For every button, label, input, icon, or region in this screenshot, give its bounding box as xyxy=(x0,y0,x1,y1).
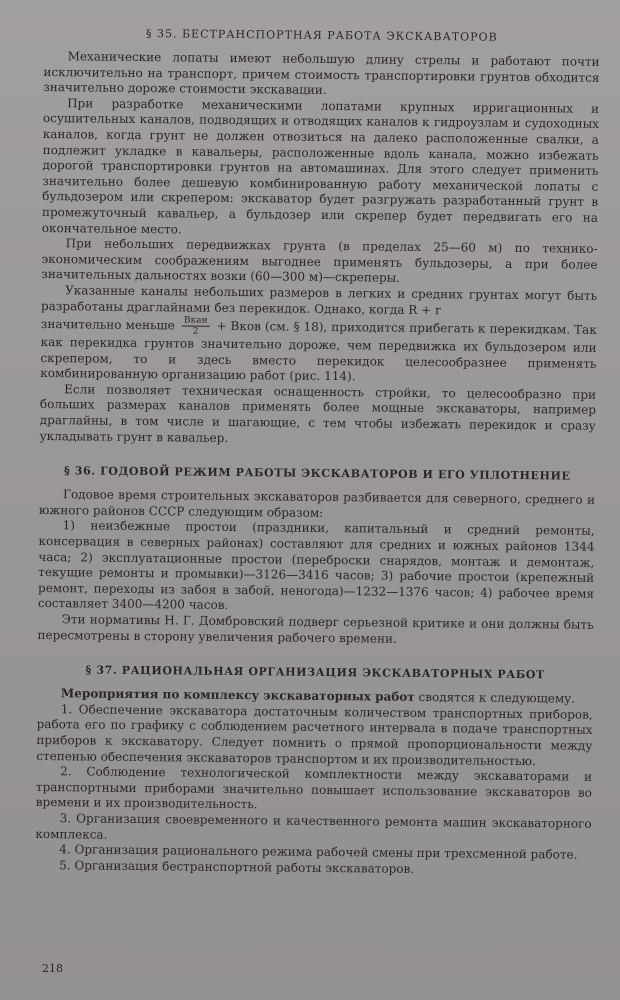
section-36-title: § 36. ГОДОВОЙ РЕЖИМ РАБОТЫ ЭКСКАВАТОРОВ И ЕГО УПЛОТНЕНИЕ xyxy=(63,464,571,483)
formula-post-text: + Bков (см. § 18), приходится прибегать к перекидкам. Так как перекидка грунтов значительно дороже, чем передвижка их бульдозером или скрепером, то и здесь вместо перекидок целесообразнее применять комбинированную организацию работ (рис. 114). xyxy=(40,318,597,384)
section-36-paragraph-1: Годовое время строительных экскаваторов разбивается для северного, среднего и южного районов СССР следующим образом: xyxy=(38,487,596,520)
section-37-item-4: 4. Организация рационального режима рабочей смены при трехсменной работе. xyxy=(59,842,578,862)
section-35-paragraph-3: При небольших передвижках грунта (в пределах 25—60 м) по технико-экономическим соображениям выгоднее применять бульдозеры, а при более значительных дальностях возки (60—300 м)—скреперы. xyxy=(41,236,598,286)
section-35-paragraph-1: Механические лопаты имеют небольшую длину стрелы и работают почти исключительно на транспорт, причем стоимость транспортировки грунтов обходится значительно дороже стоимости экскавации. xyxy=(43,49,600,98)
formula-pre-text: значительно меньше xyxy=(40,317,175,333)
section-35-paragraph-4: Указанные каналы небольших размеров в легких и средних грунтах могут быть разработаны драглайнами без перекидок. Однако, когда R + r xyxy=(40,283,598,317)
section-37-item-1: 1. Обеспечение экскаватора достаточным количеством транспортных приборов, работа его по графику с соблюдением расчетного интервала в подаче транспортных приборов к экскаватору. Следует помнить о прямой пропорциональности между степенью обеспечения экскаваторов транспортом и их производительностью. xyxy=(36,701,593,768)
section-36-paragraph-2: 1) неизбежные простои (праздники, капитальный и средний ремонты, консервация в северных районах) составляют для средних и южных районов 1344 часа; 2) эксплуатационные простои (переброски снарядов, монтаж и демонтаж, текущие ремонты и промывки)—3126—3416 часов; 3) рабочие простои (крепежный ремонт, переходы из забоя в забой, неногода)—1232—1376 часов; 4) рабочее время составляет 3400—4200 часов. xyxy=(37,518,595,613)
section-35-title: § 35. БЕСТРАНСПОРТНАЯ РАБОТА ЭКСКАВАТОРОВ xyxy=(145,27,498,44)
section-35-paragraph-5: Если позволяет техническая оснащенность стройки, то целесообразно при больших размерах каналов применять более мощные экскаваторы, например драглайны, в том числе и шагающие, с тем чтобы избежать перекидок и сразу укладывать грунт в кавальер. xyxy=(39,382,597,445)
fraction-denominator: 2 xyxy=(192,326,199,337)
section-36-paragraph-3: Эти нормативы Н. Г. Домбровский подверг серьезной критике и они должны быть пересмотрены в сторону увеличения рабочего времени. xyxy=(37,612,594,646)
page-number: 218 xyxy=(42,962,63,975)
section-37-item-3: 3. Организация своевременного и качественного ремонта машин экскаваторного комплекса. xyxy=(35,811,592,842)
page-content xyxy=(35,20,600,879)
section-37-lead-bold: Мероприятия по комплексу экскаваторных работ xyxy=(60,686,415,705)
section-37-title: § 37. РАЦИОНАЛЬНАЯ ОРГАНИЗАЦИЯ ЭКСКАВАТОРНЫХ РАБОТ xyxy=(85,663,545,682)
section-37-lead-rest: сводятся к следующему. xyxy=(414,690,576,706)
section-35-paragraph-2: При разработке механическими лопатами крупных ирригационных и осушительных каналов, подводящих и отводящих каналов к гидроузлам и судоходных каналов, когда грунт не должен отвозиться на далеко расположенные свалки, а подлежит укладке в кавальеры, расположенные вдоль канала, можно избежать дорогой транспортировки грунтов на автомашинах. Для этого следует применить значительно более дешевую комбинированную работу механической лопаты с бульдозером или скрепером: экскаватор будет разгружать разработанный грунт в промежуточный кавальер, а бульдозер или скрепер будет передвигать его на окончательное место. xyxy=(41,96,600,236)
section-37-item-5: 5. Организация бестранспортной работы экскаваторов. xyxy=(59,857,415,876)
section-35-formula-paragraph xyxy=(40,314,597,388)
fraction xyxy=(182,316,210,337)
fraction-numerator: Bкан xyxy=(182,316,210,327)
section-37-item-2: 2. Соблюдение технологической комплектности между экскаваторами и транспортными приборами значительно повышает использование экскаваторов во времени и их производительность. xyxy=(35,764,593,812)
